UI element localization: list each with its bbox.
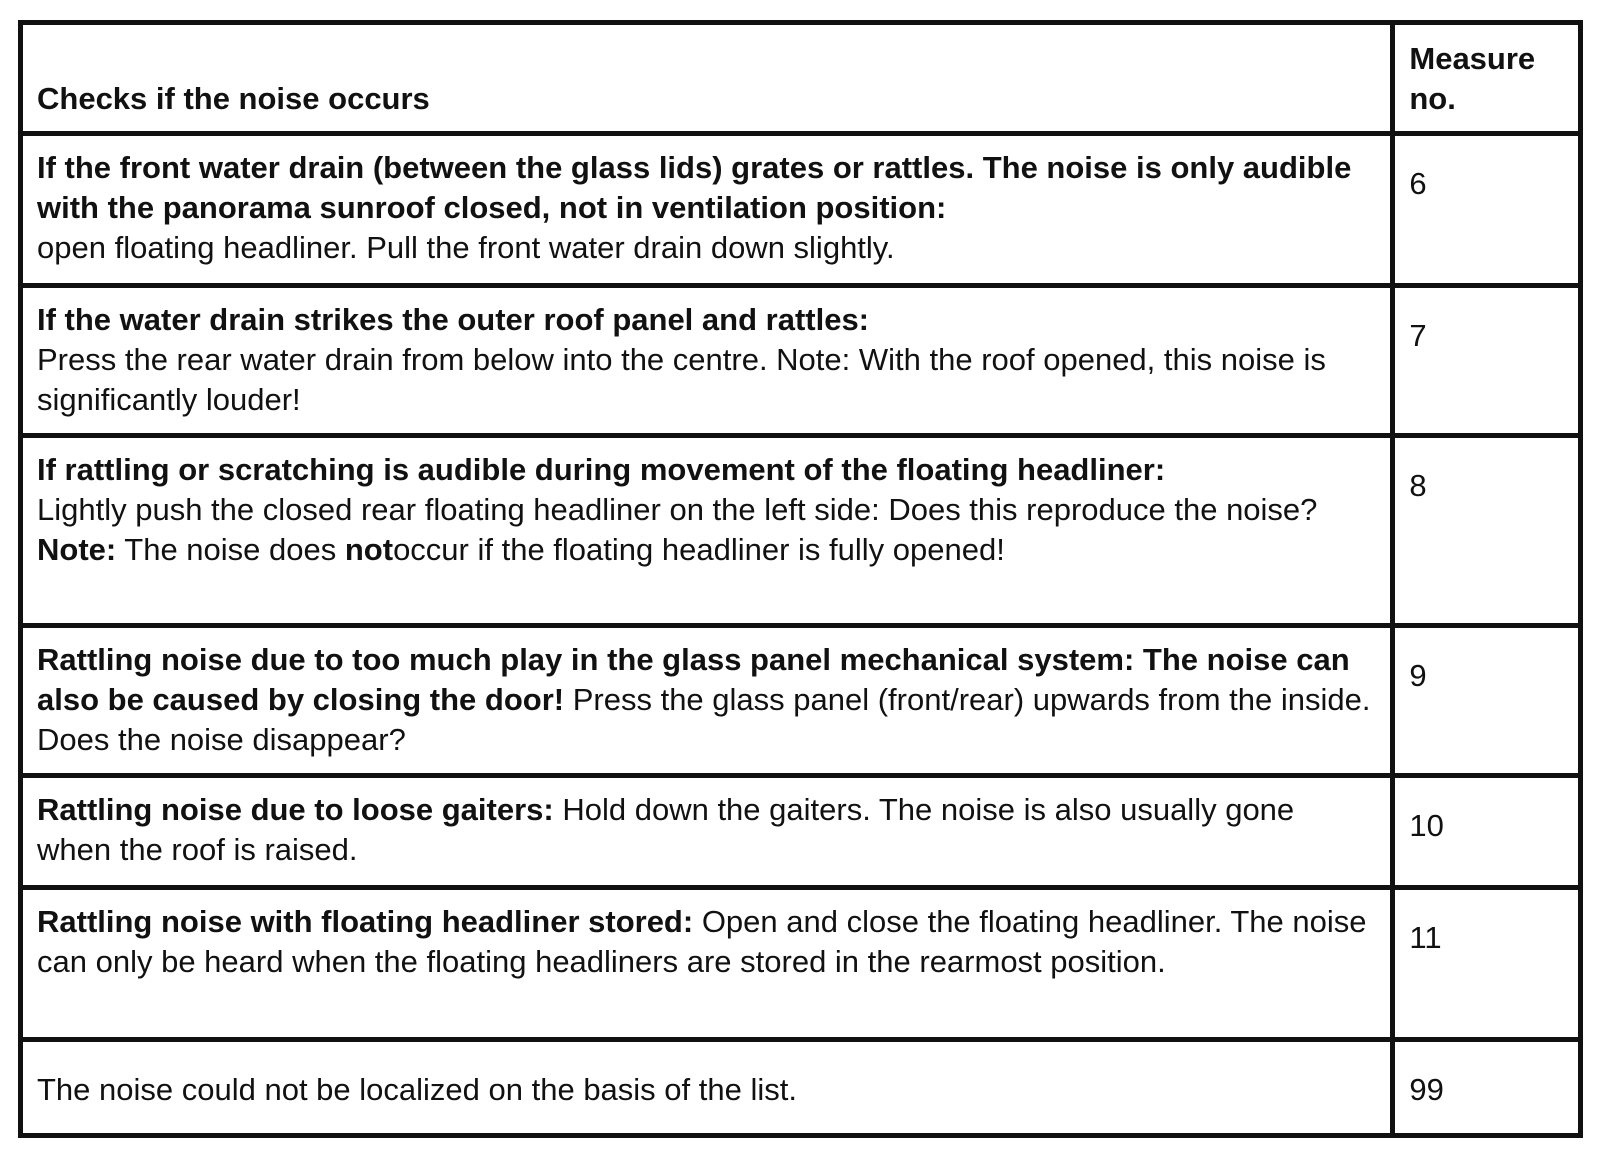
noise-check-table <box>18 20 1583 1138</box>
table-row <box>21 436 1581 626</box>
check-cell <box>21 626 1393 776</box>
check-condition: Rattling noise due to too much play in the glass panel mechanical system: The noise can also be caused by closing the door! <box>37 642 1350 717</box>
check-cell <box>21 436 1393 626</box>
note-text-a: The noise does <box>116 532 345 567</box>
note-bold-word: not <box>344 532 394 567</box>
measure-cell: 6 <box>1393 134 1581 286</box>
check-condition: If the water drain strikes the outer roof panel and rattles: <box>37 302 870 337</box>
table-row <box>21 134 1581 286</box>
measure-cell: 99 <box>1393 1040 1581 1136</box>
check-action: Open and close the floating headliner. The noise can only be heard when the floating headliners are stored in the rearmost position. <box>37 904 1367 979</box>
check-action: The noise could not be localized on the basis of the list. <box>37 1071 797 1107</box>
check-action: Press the glass panel (front/rear) upwards from the inside. Does the noise disappear? <box>37 682 1371 757</box>
measure-cell: 10 <box>1393 776 1581 888</box>
table-row <box>21 888 1581 1040</box>
check-condition: Rattling noise with floating headliner stored: <box>37 904 694 939</box>
check-action: Hold down the gaiters. The noise is also usually gone when the roof is raised. <box>37 792 1295 867</box>
table-row <box>21 286 1581 436</box>
check-cell <box>21 134 1393 286</box>
header-checks: Checks if the noise occurs <box>21 23 1393 134</box>
measure-cell: 7 <box>1393 286 1581 436</box>
check-action: Press the rear water drain from below into the centre. Note: With the roof opened, this noise is significantly louder! <box>37 342 1326 417</box>
note-text-b: occur if the floating headliner is fully opened! <box>393 532 1005 567</box>
header-measure-line1: Measure <box>1409 41 1536 76</box>
check-condition: If rattling or scratching is audible during movement of the floating headliner: <box>37 452 1166 487</box>
table-header-row <box>21 23 1581 134</box>
header-measure-line2: no. <box>1409 81 1456 116</box>
table-row <box>21 776 1581 888</box>
check-action: Lightly push the closed rear floating headliner on the left side: Does this reproduce the noise? <box>37 492 1318 527</box>
check-condition: Rattling noise due to loose gaiters: <box>37 792 554 827</box>
check-action: open floating headliner. Pull the front water drain down slightly. <box>37 230 895 265</box>
check-cell <box>21 286 1393 436</box>
measure-cell: 9 <box>1393 626 1581 776</box>
header-measure-no <box>1393 23 1581 134</box>
check-cell <box>21 1040 1393 1136</box>
note-label: Note: <box>37 532 117 567</box>
table-row <box>21 1040 1581 1136</box>
check-cell <box>21 776 1393 888</box>
check-cell <box>21 888 1393 1040</box>
table-row <box>21 626 1581 776</box>
measure-cell: 8 <box>1393 436 1581 626</box>
measure-cell: 11 <box>1393 888 1581 1040</box>
check-condition: If the front water drain (between the glass lids) grates or rattles. The noise is only audible with the panorama sunroof closed, not in ventilation position: <box>37 150 1352 225</box>
